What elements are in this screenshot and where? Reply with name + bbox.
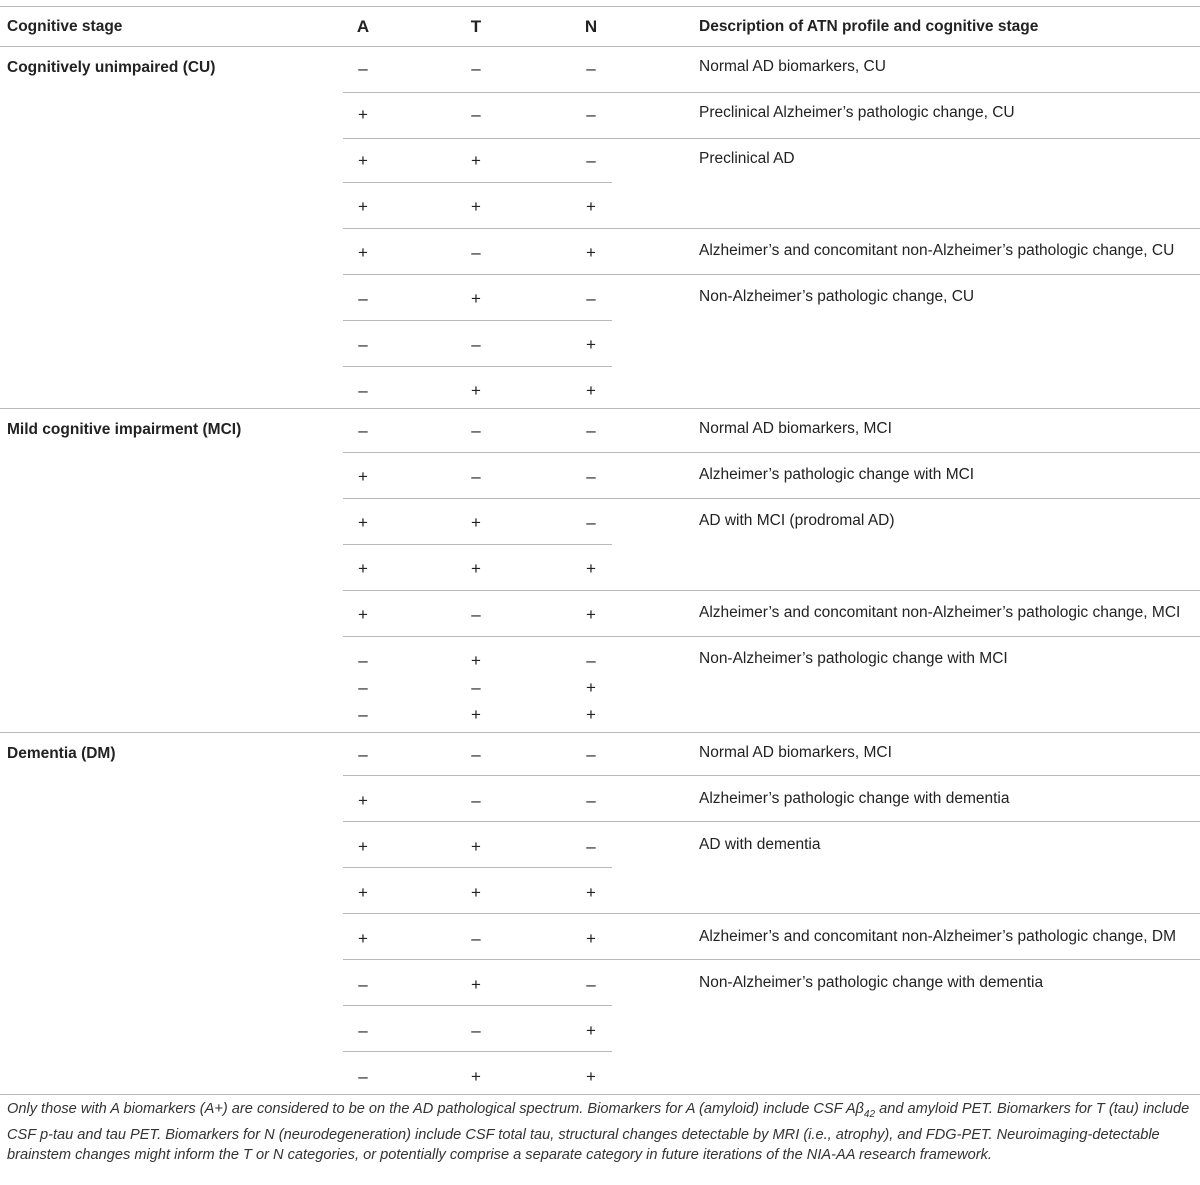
row-description: Non-Alzheimer’s pathologic change with MCI [699,650,1008,667]
a-value: – [358,381,368,400]
a-value: – [358,1067,368,1086]
n-value: + [586,883,596,902]
row-description: Alzheimer’s and concomitant non-Alzheimer’s pathologic change, CU [699,242,1175,259]
footnote-subscript: 42 [863,1108,876,1120]
n-value: – [586,975,596,994]
t-value: + [471,651,481,670]
a-value: – [358,975,368,994]
row-separator [343,775,1200,776]
row-description: Normal AD biomarkers, CU [699,58,886,75]
subrow-separator [343,320,612,321]
t-value: – [471,59,481,78]
table-top-rule [0,6,1200,7]
a-value: + [358,929,368,948]
t-value: + [471,513,481,532]
row-description: Non-Alzheimer’s pathologic change, CU [699,288,975,305]
footnote-text-2: and amyloid PET. Biomarkers for T (tau) include CSF p-tau and tau PET. Biomarkers for N (neurodegeneration) include CSF total tau, structural changes detectable by MRI (i.e., atrophy), and FDG-PET. Neuroimaging-detectable brainstem changes might inform the T or N categories, or potentially comprise a separate category in future iterations of the NIA-AA research framework. [7,1101,1190,1163]
n-value: + [586,243,596,262]
n-value: + [586,1067,596,1086]
row-separator [343,274,1200,275]
subrow-separator [343,1005,612,1006]
a-value: + [358,467,368,486]
n-value: – [586,745,596,764]
a-value: + [358,197,368,216]
subrow-separator [343,366,612,367]
t-value: – [471,678,481,697]
n-value: – [586,59,596,78]
header-n: N [584,17,598,36]
row-description: Alzheimer’s pathologic change with dementia [699,790,1010,807]
header-t: T [470,17,482,36]
n-value: + [586,678,596,697]
a-value: – [358,335,368,354]
row-separator [343,636,1200,637]
row-separator [343,959,1200,960]
row-separator [343,92,1200,93]
header-stage: Cognitive stage [7,18,123,35]
a-value: + [358,605,368,624]
n-value: – [586,105,596,124]
stage-label: Mild cognitive impairment (MCI) [7,421,242,438]
row-description: AD with MCI (prodromal AD) [699,512,895,529]
t-value: – [471,929,481,948]
t-value: + [471,559,481,578]
a-value: – [358,59,368,78]
a-value: + [358,243,368,262]
a-value: – [358,1021,368,1040]
t-value: – [471,467,481,486]
n-value: – [586,151,596,170]
n-value: + [586,605,596,624]
row-description: Alzheimer’s and concomitant non-Alzheimer’s pathologic change, MCI [699,604,1181,621]
table-footnote [7,1099,1195,1165]
n-value: – [586,651,596,670]
subrow-separator [343,1051,612,1052]
n-value: – [586,791,596,810]
row-description: Non-Alzheimer’s pathologic change with dementia [699,974,1044,991]
row-separator [343,498,1200,499]
n-value: + [586,929,596,948]
stage-label: Cognitively unimpaired (CU) [7,59,216,76]
a-value: + [358,883,368,902]
row-separator [343,821,1200,822]
footnote-text-1: Only those with A biomarkers (A+) are considered to be on the AD pathological spectrum. Biomarkers for A (amyloid) include CSF Aβ [7,1101,864,1117]
a-value: + [358,105,368,124]
header-bottom-rule [0,46,1200,47]
group-separator [0,408,1200,409]
a-value: + [358,151,368,170]
row-separator [343,138,1200,139]
n-value: + [586,335,596,354]
t-value: + [471,381,481,400]
n-value: – [586,467,596,486]
row-description: Normal AD biomarkers, MCI [699,420,892,437]
t-value: – [471,243,481,262]
row-description: Normal AD biomarkers, MCI [699,744,892,761]
t-value: – [471,791,481,810]
header-description: Description of ATN profile and cognitive stage [699,18,1039,35]
n-value: + [586,559,596,578]
t-value: – [471,421,481,440]
row-description: AD with dementia [699,836,821,853]
subrow-separator [343,867,612,868]
row-separator [343,913,1200,914]
t-value: – [471,105,481,124]
a-value: + [358,791,368,810]
t-value: + [471,883,481,902]
n-value: + [586,705,596,724]
n-value: – [586,421,596,440]
n-value: – [586,289,596,308]
a-value: – [358,745,368,764]
a-value: + [358,837,368,856]
row-separator [343,228,1200,229]
row-separator [343,590,1200,591]
row-description: Alzheimer’s pathologic change with MCI [699,466,975,483]
t-value: + [471,1067,481,1086]
t-value: + [471,151,481,170]
t-value: + [471,705,481,724]
t-value: + [471,975,481,994]
a-value: – [358,651,368,670]
a-value: – [358,678,368,697]
header-a: A [356,17,370,36]
t-value: – [471,335,481,354]
stage-label: Dementia (DM) [7,745,116,762]
row-description: Alzheimer’s and concomitant non-Alzheimer’s pathologic change, DM [699,928,1177,945]
t-value: + [471,837,481,856]
t-value: – [471,745,481,764]
a-value: + [358,513,368,532]
row-description: Preclinical AD [699,150,795,167]
t-value: + [471,197,481,216]
n-value: + [586,381,596,400]
a-value: – [358,289,368,308]
group-separator [0,732,1200,733]
n-value: – [586,837,596,856]
a-value: – [358,421,368,440]
table-bottom-rule [0,1094,1200,1095]
n-value: – [586,513,596,532]
subrow-separator [343,544,612,545]
a-value: – [358,705,368,724]
row-description: Preclinical Alzheimer’s pathologic change, CU [699,104,1015,121]
a-value: + [358,559,368,578]
subrow-separator [343,182,612,183]
t-value: – [471,1021,481,1040]
t-value: + [471,289,481,308]
t-value: – [471,605,481,624]
row-separator [343,452,1200,453]
n-value: + [586,197,596,216]
n-value: + [586,1021,596,1040]
